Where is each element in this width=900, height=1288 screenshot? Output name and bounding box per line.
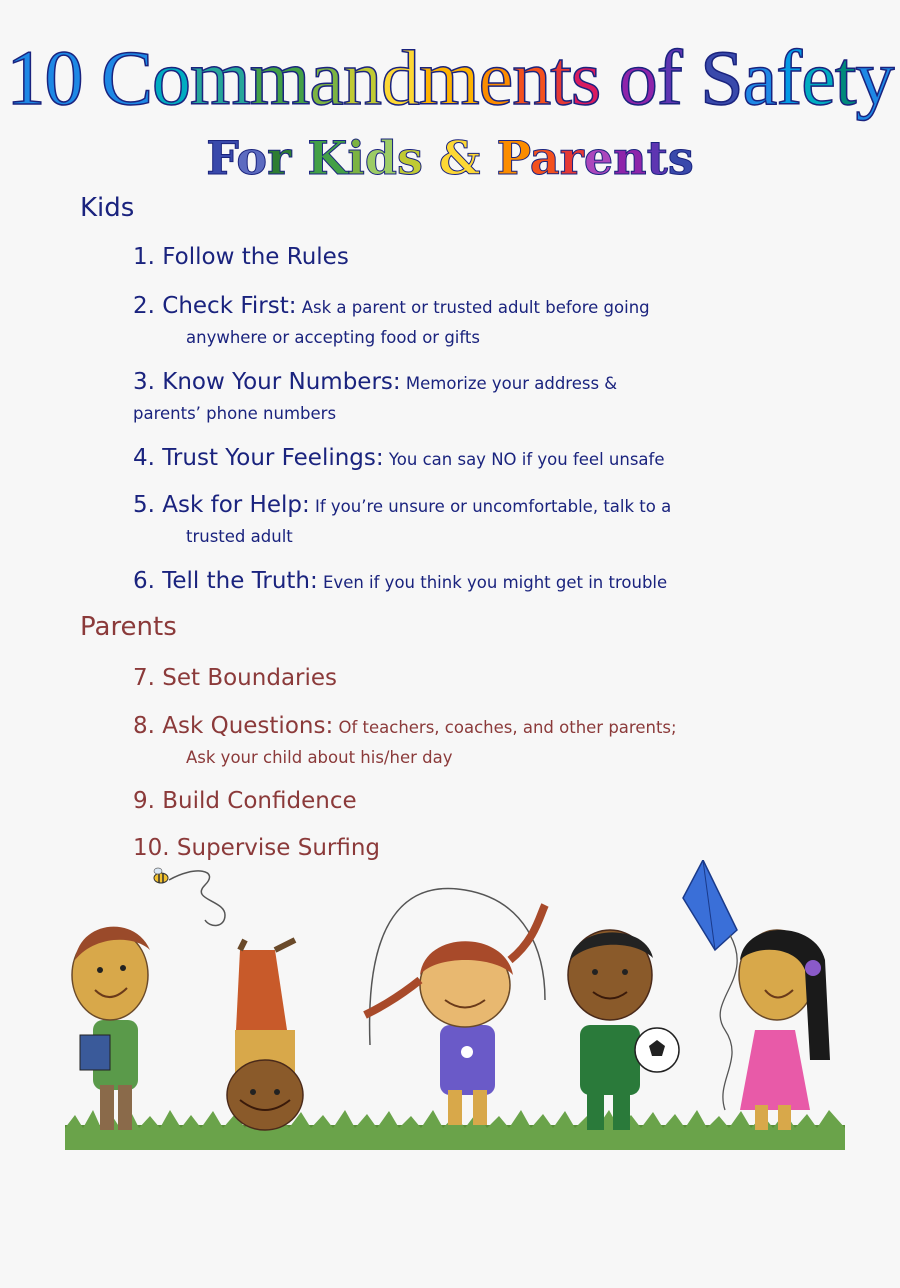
item-text: Even if you think you might get in trouble [323,573,668,592]
kite-icon [683,860,737,950]
parents-item-9 [133,786,813,818]
item-head: 9. Build Confidence [133,788,357,814]
bee-icon [154,868,168,883]
parents-item-7 [133,663,813,695]
title-letter: o [236,131,268,185]
item-text: Memorize your address & [405,374,618,393]
title-letter: a [529,131,560,185]
title-letter: 1 [6,34,45,121]
parents-heading: Parents [80,612,177,642]
kids-item-6 [133,566,813,598]
title-letter: s [396,131,423,185]
title-letter: m [418,34,479,121]
boy-with-books [72,927,150,1130]
item-text-cont: Ask your child about his/her day [186,748,453,767]
title-letter: 0 [44,34,83,121]
title-letter [82,34,101,121]
title-letter: t [834,34,856,121]
title-letter: r [559,131,584,185]
item-head: 4. Trust Your Feelings: [133,445,384,471]
girl-jumping-rope [365,905,545,1125]
item-head: 1. Follow the Rules [133,244,349,270]
title-letter: i [347,131,365,185]
item-text: If you’re unsure or uncomfortable, talk to a [314,497,672,516]
title-letter: s [570,34,601,121]
kids-item-1 [133,242,813,274]
item-head: 7. Set Boundaries [133,665,338,691]
title-letter: S [700,34,743,121]
parents-item-8 [133,711,813,773]
item-text-cont: parents’ phone numbers [133,404,337,423]
boy-handstand [227,940,303,1130]
item-head: 6. Tell the Truth: [133,568,318,594]
title-letter: a [309,34,343,121]
item-text: Ask a parent or trusted adult before going [301,298,650,317]
title-letter: r [267,131,292,185]
title-letter [480,131,496,185]
title-letter: s [667,131,694,185]
title-letter: d [380,34,419,121]
page-title [0,34,900,121]
title-letter: a [742,34,777,121]
title-letter: o [151,34,190,121]
title-letter: C [100,34,152,121]
kids-item-2 [133,291,813,353]
boy-with-soccer-ball [568,930,679,1130]
title-letter: m [189,34,250,121]
item-head: 3. Know Your Numbers: [133,369,401,395]
title-letter: e [583,131,614,185]
title-letter: P [496,131,530,185]
title-letter: y [855,34,894,121]
title-letter [600,34,619,121]
title-letter: n [342,34,381,121]
title-letter: t [646,131,668,185]
title-letter: f [656,34,682,121]
item-head: 2. Check First: [133,293,297,319]
kids-playing-illustration [65,860,845,1150]
kids-item-5 [133,490,813,552]
item-text: You can say NO if you feel unsafe [388,450,665,469]
girl-with-kite [739,930,830,1130]
item-head: 10. Supervise Surfing [133,835,381,861]
title-letter: d [364,131,397,185]
page-subtitle [0,130,900,186]
title-letter: o [618,34,657,121]
title-letter: n [613,131,647,185]
title-letter: m [249,34,310,121]
title-letter: K [307,131,348,185]
title-letter: & [438,131,481,185]
item-text: Of teachers, coaches, and other parents; [338,718,677,737]
kids-item-3 [133,367,813,429]
title-letter: e [478,34,513,121]
title-letter: F [206,131,237,185]
item-text-cont: anywhere or accepting food or gifts [186,328,480,347]
kids-item-4 [133,443,813,475]
item-text-cont: trusted adult [186,527,293,546]
title-letter: t [550,34,571,121]
title-letter: e [801,34,835,121]
item-head: 5. Ask for Help: [133,492,310,518]
title-letter: n [512,34,551,121]
title-letter [682,34,701,121]
title-letter: f [776,34,802,121]
kids-heading: Kids [80,193,135,223]
item-head: 8. Ask Questions: [133,713,334,739]
title-letter [291,131,307,185]
title-letter [423,131,439,185]
